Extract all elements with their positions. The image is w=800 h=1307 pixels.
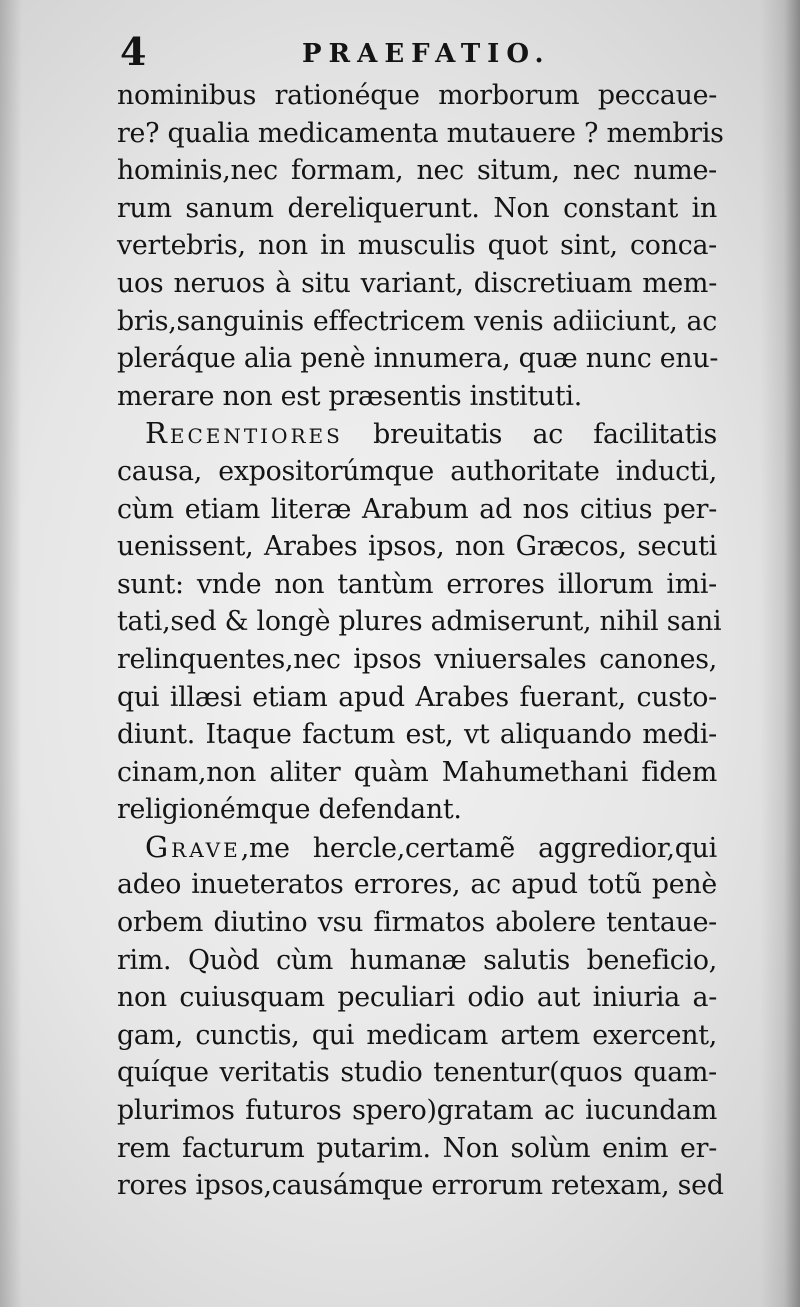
lead-initial: R (145, 416, 170, 451)
text-line: gam, cunctis, qui medicam artem exercent, (117, 1019, 717, 1051)
lead-initial: G (145, 829, 172, 864)
text-line: plurimos futuros spero)gratam ac iucundam (117, 1095, 717, 1127)
text-line: adeo inueteratos errores, ac apud totũ penè (117, 869, 717, 901)
text-line: tati,sed & longè plures admiserunt, nihil sani (117, 606, 722, 638)
paragraph-lead (145, 829, 241, 864)
text-line: relinquentes,nec ipsos vniuersales canones, (117, 643, 717, 675)
text-line: pleráque alia penè innumera, quæ nunc enu- (117, 343, 719, 375)
text-line: merare non est præsentis instituti. (117, 380, 582, 412)
text-line: uenissent, Arabes ipsos, non Græcos, secuti (117, 531, 717, 563)
body-text (117, 77, 724, 1205)
text-line: rem facturum putarim. Non solùm enim er- (117, 1132, 717, 1164)
text-line: qui illæsi etiam apud Arabes fuerant, custo- (117, 681, 717, 713)
text-fragment: breuitatis ac facilitatis (342, 419, 717, 451)
text-line: diunt. Itaque factum est, vt aliquando medi- (117, 719, 717, 751)
page-header (120, 28, 720, 76)
paragraph-opening-line (117, 829, 717, 867)
text-line: cinam,non aliter quàm Mahumethani fidem (117, 756, 717, 788)
text-line: sunt: vnde non tantùm errores illorum imi- (117, 568, 717, 600)
text-line: orbem diutino vsu firmatos abolere tentaue- (117, 907, 717, 939)
text-line: quíque veritatis studio tenentur(quos quam- (117, 1057, 717, 1089)
paragraph-lead (145, 416, 343, 451)
lead-smallcaps: RAVE (171, 837, 241, 862)
text-line: bris,sanguinis effectricem venis adiiciunt, ac (117, 305, 717, 337)
text-line: cùm etiam literæ Arabum ad nos citius per- (117, 493, 717, 525)
text-line: uos neruos à situ variant, discretiuam mem- (117, 267, 717, 299)
page-gutter-shadow (0, 0, 22, 1307)
page-number: 4 (120, 29, 147, 74)
text-line: re? qualia medicamenta mutauere ? membris (117, 117, 724, 149)
text-line: causa, expositorúmque authoritate inducti, (117, 455, 717, 487)
text-line: vertebris, non in musculis quot sint, conca- (117, 230, 717, 262)
text-line: nominibus rationéque morborum peccaue- (117, 80, 717, 111)
text-line: rores ipsos,causámque errorum retexam, sed (117, 1170, 724, 1202)
page-edge-shadow (760, 0, 800, 1307)
lead-smallcaps: ECENTIORES (169, 424, 343, 449)
text-line: hominis,nec formam, nec situm, nec nume- (117, 155, 717, 187)
text-line: non cuiusquam peculiari odio aut iniuria a- (117, 982, 717, 1014)
paragraph-opening-line (117, 415, 717, 453)
text-line: rim. Quòd cùm humanæ salutis beneficio, (117, 944, 717, 976)
text-line: religionémque defendant. (117, 794, 462, 826)
running-head: PRAEFATIO. (302, 39, 551, 69)
text-line: rum sanum dereliquerunt. Non constant in (117, 192, 717, 224)
text-fragment: ,me hercle,certamẽ aggredior,qui (240, 832, 717, 864)
